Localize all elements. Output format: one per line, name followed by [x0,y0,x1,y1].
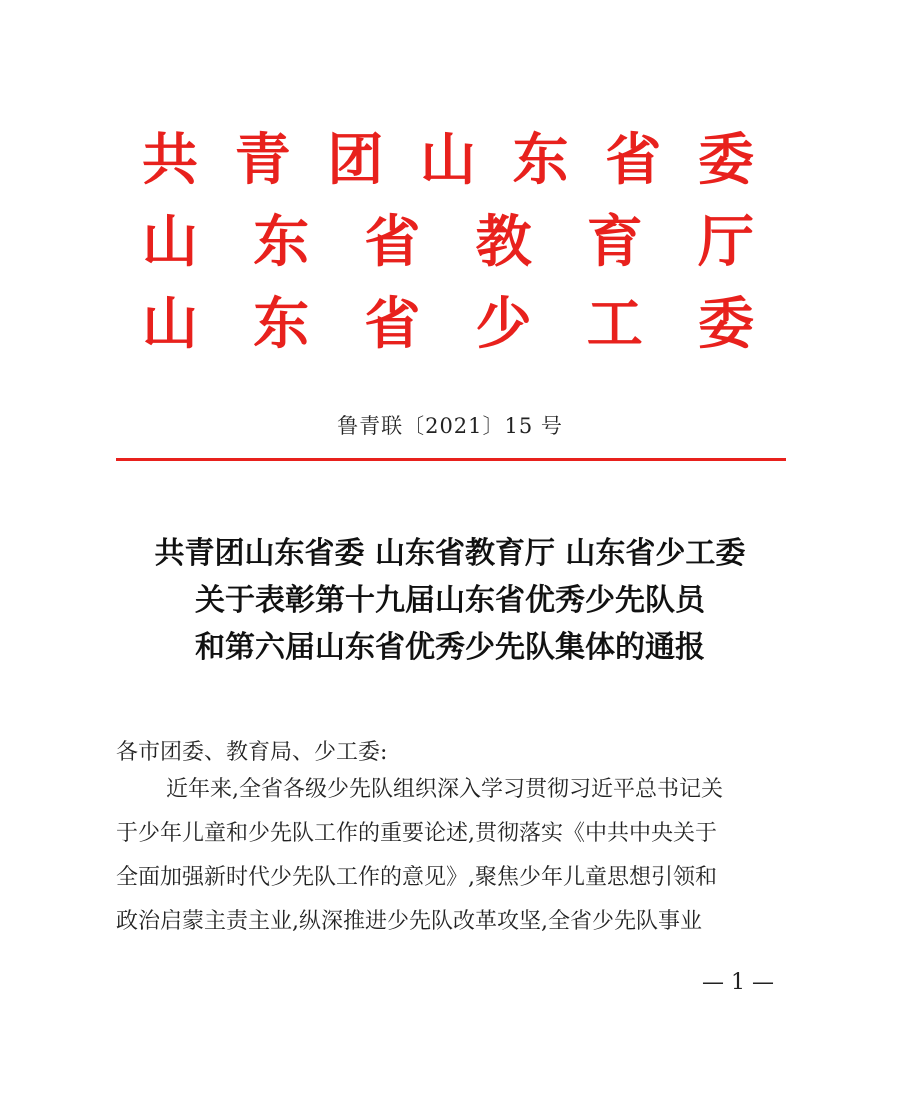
issuer-line-2 [142,210,754,274]
issuer-char: 省 [605,127,662,193]
issuer-line-1 [142,128,754,192]
document-title [0,530,900,671]
issuer-char: 团 [327,127,384,193]
issuer-char: 少 [475,291,532,357]
document-number: 鲁青联〔2021〕15 号 [337,414,563,438]
issuer-char: 东 [253,291,310,357]
issuer-char: 山 [142,209,198,275]
issuer-line-3 [142,292,754,356]
body-paragraph [116,768,786,944]
title-line: 关于表彰第十九届山东省优秀少先队员 [195,583,705,618]
salutation: 各市团委、教育局、少工委: [116,740,388,765]
issuer-char: 东 [512,127,569,193]
issuer-char: 省 [364,209,421,275]
issuer-char: 山 [419,127,476,193]
issuer-char: 委 [697,127,754,193]
page-number: — 1 — [702,970,774,995]
issuer-char: 教 [475,209,532,275]
issuer-char: 工 [586,291,643,357]
issuer-char: 青 [234,127,291,193]
paragraph-line: 于少年儿童和少先队工作的重要论述,贯彻落实《中共中央关于 [116,821,717,846]
issuer-char: 委 [697,291,754,357]
paragraph-line: 政治启蒙主责主业,纵深推进少先队改革攻坚,全省少先队事业 [116,909,702,934]
issuer-char: 育 [586,209,643,275]
paragraph-line: 近年来,全省各级少先队组织深入学习贯彻习近平总书记关 [166,777,723,802]
issuer-char: 共 [142,127,198,193]
title-line: 共青团山东省委 山东省教育厅 山东省少工委 [154,536,746,571]
issuer-char: 东 [253,209,310,275]
paragraph-line: 全面加强新时代少先队工作的意见》,聚焦少年儿童思想引领和 [116,865,717,890]
title-line: 和第六届山东省优秀少先队集体的通报 [195,630,705,665]
issuer-char: 厅 [697,209,754,275]
issuer-char: 省 [364,291,421,357]
issuer-char: 山 [142,291,198,357]
red-divider-line [116,458,786,461]
